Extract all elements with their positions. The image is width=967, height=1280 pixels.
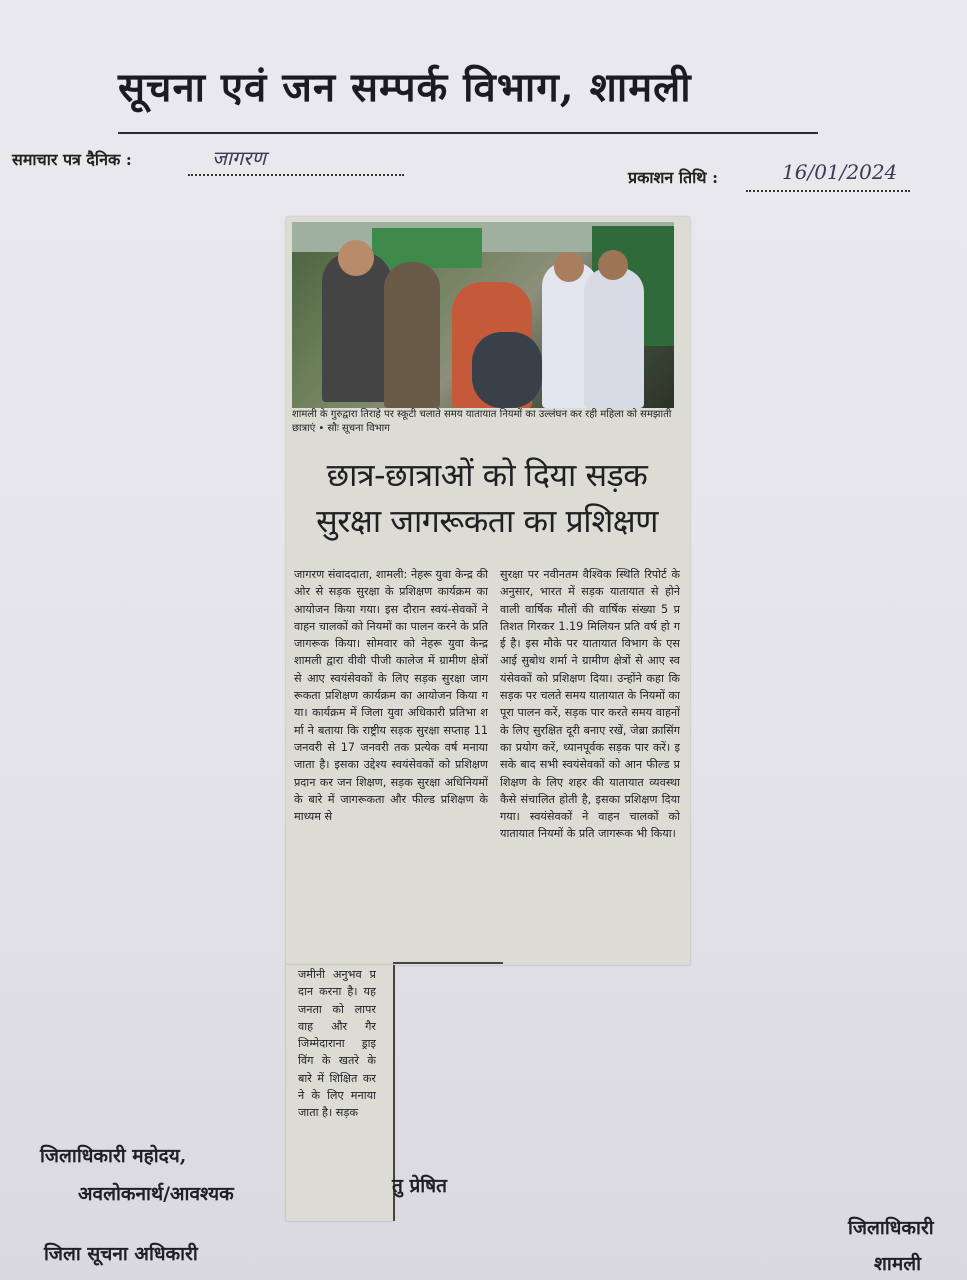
newspaper-label: समाचार पत्र दैनिक : xyxy=(12,150,132,169)
tail-divider-horizontal xyxy=(393,962,503,964)
article-column-1: जागरण संवाददाता, शामली: नेहरू युवा केन्द्र की ओर से सड़क सुरक्षा के प्रशिक्षण कार्यक्रम का आयोजन किया गया। इस दौरान स्वयं-सेवकों ने वाहन चालकों को नियमों का पालन करने के प्रति जागरूक किया। सोमवार को नेहरू युवा केन्द्र शामली द्वारा वीवी पीजी कालेज में ग्रामीण क्षेत्रों से आए स्वयंसेवकों के लिए सड़क सुरक्षा जागरूकता प्रशिक्षण कार्यक्रम का आयोजन किया गया। कार्यक्रम में जिला युवा अधिकारी प्रतिभा शर्मा ने बताया कि राष्ट्रीय सड़क सुरक्षा सप्ताह 11 जनवरी से 17 जनवरी तक प्रत्येक वर्ष मनाया जाता है। इसका उद्देश्य स्वयंसेवकों को प्रशिक्षण प्रदान कर जन शिक्षण, सड़क सुरक्षा अधिनियमों के बारे में जागरूकता और फील्ड प्रशिक्षण के माध्यम से xyxy=(294,568,488,824)
page-title: सूचना एवं जन सम्पर्क विभाग, शामली xyxy=(118,64,692,111)
headline-line-2: सुरक्षा जागरूकता का प्रशिक्षण xyxy=(316,502,658,540)
forward-text-left: अवलोकनार्थ/आवश्यक xyxy=(78,1183,234,1205)
article-column-2: सुरक्षा पर नवीनतम वैश्विक स्थिति रिपोर्ट के अनुसार, भारत में सड़क यातायात से होने वाली वार्षिक मौतों की वार्षिक संख्या 5 प्रतिशत गिरकर 1.19 मिलियन प्रति वर्ष हो गई है। इस मौके पर यातायात विभाग के एसआई सुबोध शर्मा ने ग्रामीण क्षेत्रों से आए स्वयंसेवकों को प्रशिक्षण दिया। उन्होंने कहा कि सड़क पर चलते समय यातायात के नियमों का पूरा पालन करें, सड़क पार करते समय वाहनों के लिए सुरक्षित दूरी बनाए रखें, जेब्रा क्रासिंग का प्रयोग करें, ध्यानपूर्वक सड़क पार करें। इसके बाद सभी स्वयंसेवकों को आन फील्ड प्रशिक्षण के लिए शहर की यातायात व्यवस्था कैसे संचालित होती है, इसका प्रशिक्षण दिया गया। स्वयंसेवकों ने वाहन चालकों को यातायात नियमों के प्रति जागरूक भी किया। xyxy=(500,568,680,841)
dm-district: शामली xyxy=(874,1253,922,1275)
dm-title: जिलाधिकारी xyxy=(848,1217,934,1239)
headline xyxy=(292,452,682,544)
information-officer: जिला सूचना अधिकारी xyxy=(44,1243,198,1265)
newspaper-value: जागरण xyxy=(212,146,266,170)
headline-line-1: छात्र-छात्राओं को दिया सड़क xyxy=(326,456,648,494)
photo-caption: शामली के गुरुद्वारा तिराहे पर स्कूटी चलाते समय यातायात नियमों का उल्लंघन कर रही महिला को समझाती छात्राएं • सौः सूचना विभाग xyxy=(292,409,672,434)
date-value: 16/01/2024 xyxy=(782,160,898,184)
news-photo xyxy=(292,222,674,408)
addressee: जिलाधिकारी महोदय, xyxy=(40,1145,187,1167)
title-underline xyxy=(118,132,818,134)
forward-text-right: तु प्रेषित xyxy=(392,1175,447,1197)
article-column-1-tail: जमीनी अनुभव प्रदान करना है। यह जनता को लापरवाह और गैर जिम्मेदाराना ड्राइविंग के खतरे के बारे में शिक्षित करने के लिए मनाया जाता है। सड़क xyxy=(298,968,376,1120)
date-label: प्रकाशन तिथि : xyxy=(628,168,718,187)
